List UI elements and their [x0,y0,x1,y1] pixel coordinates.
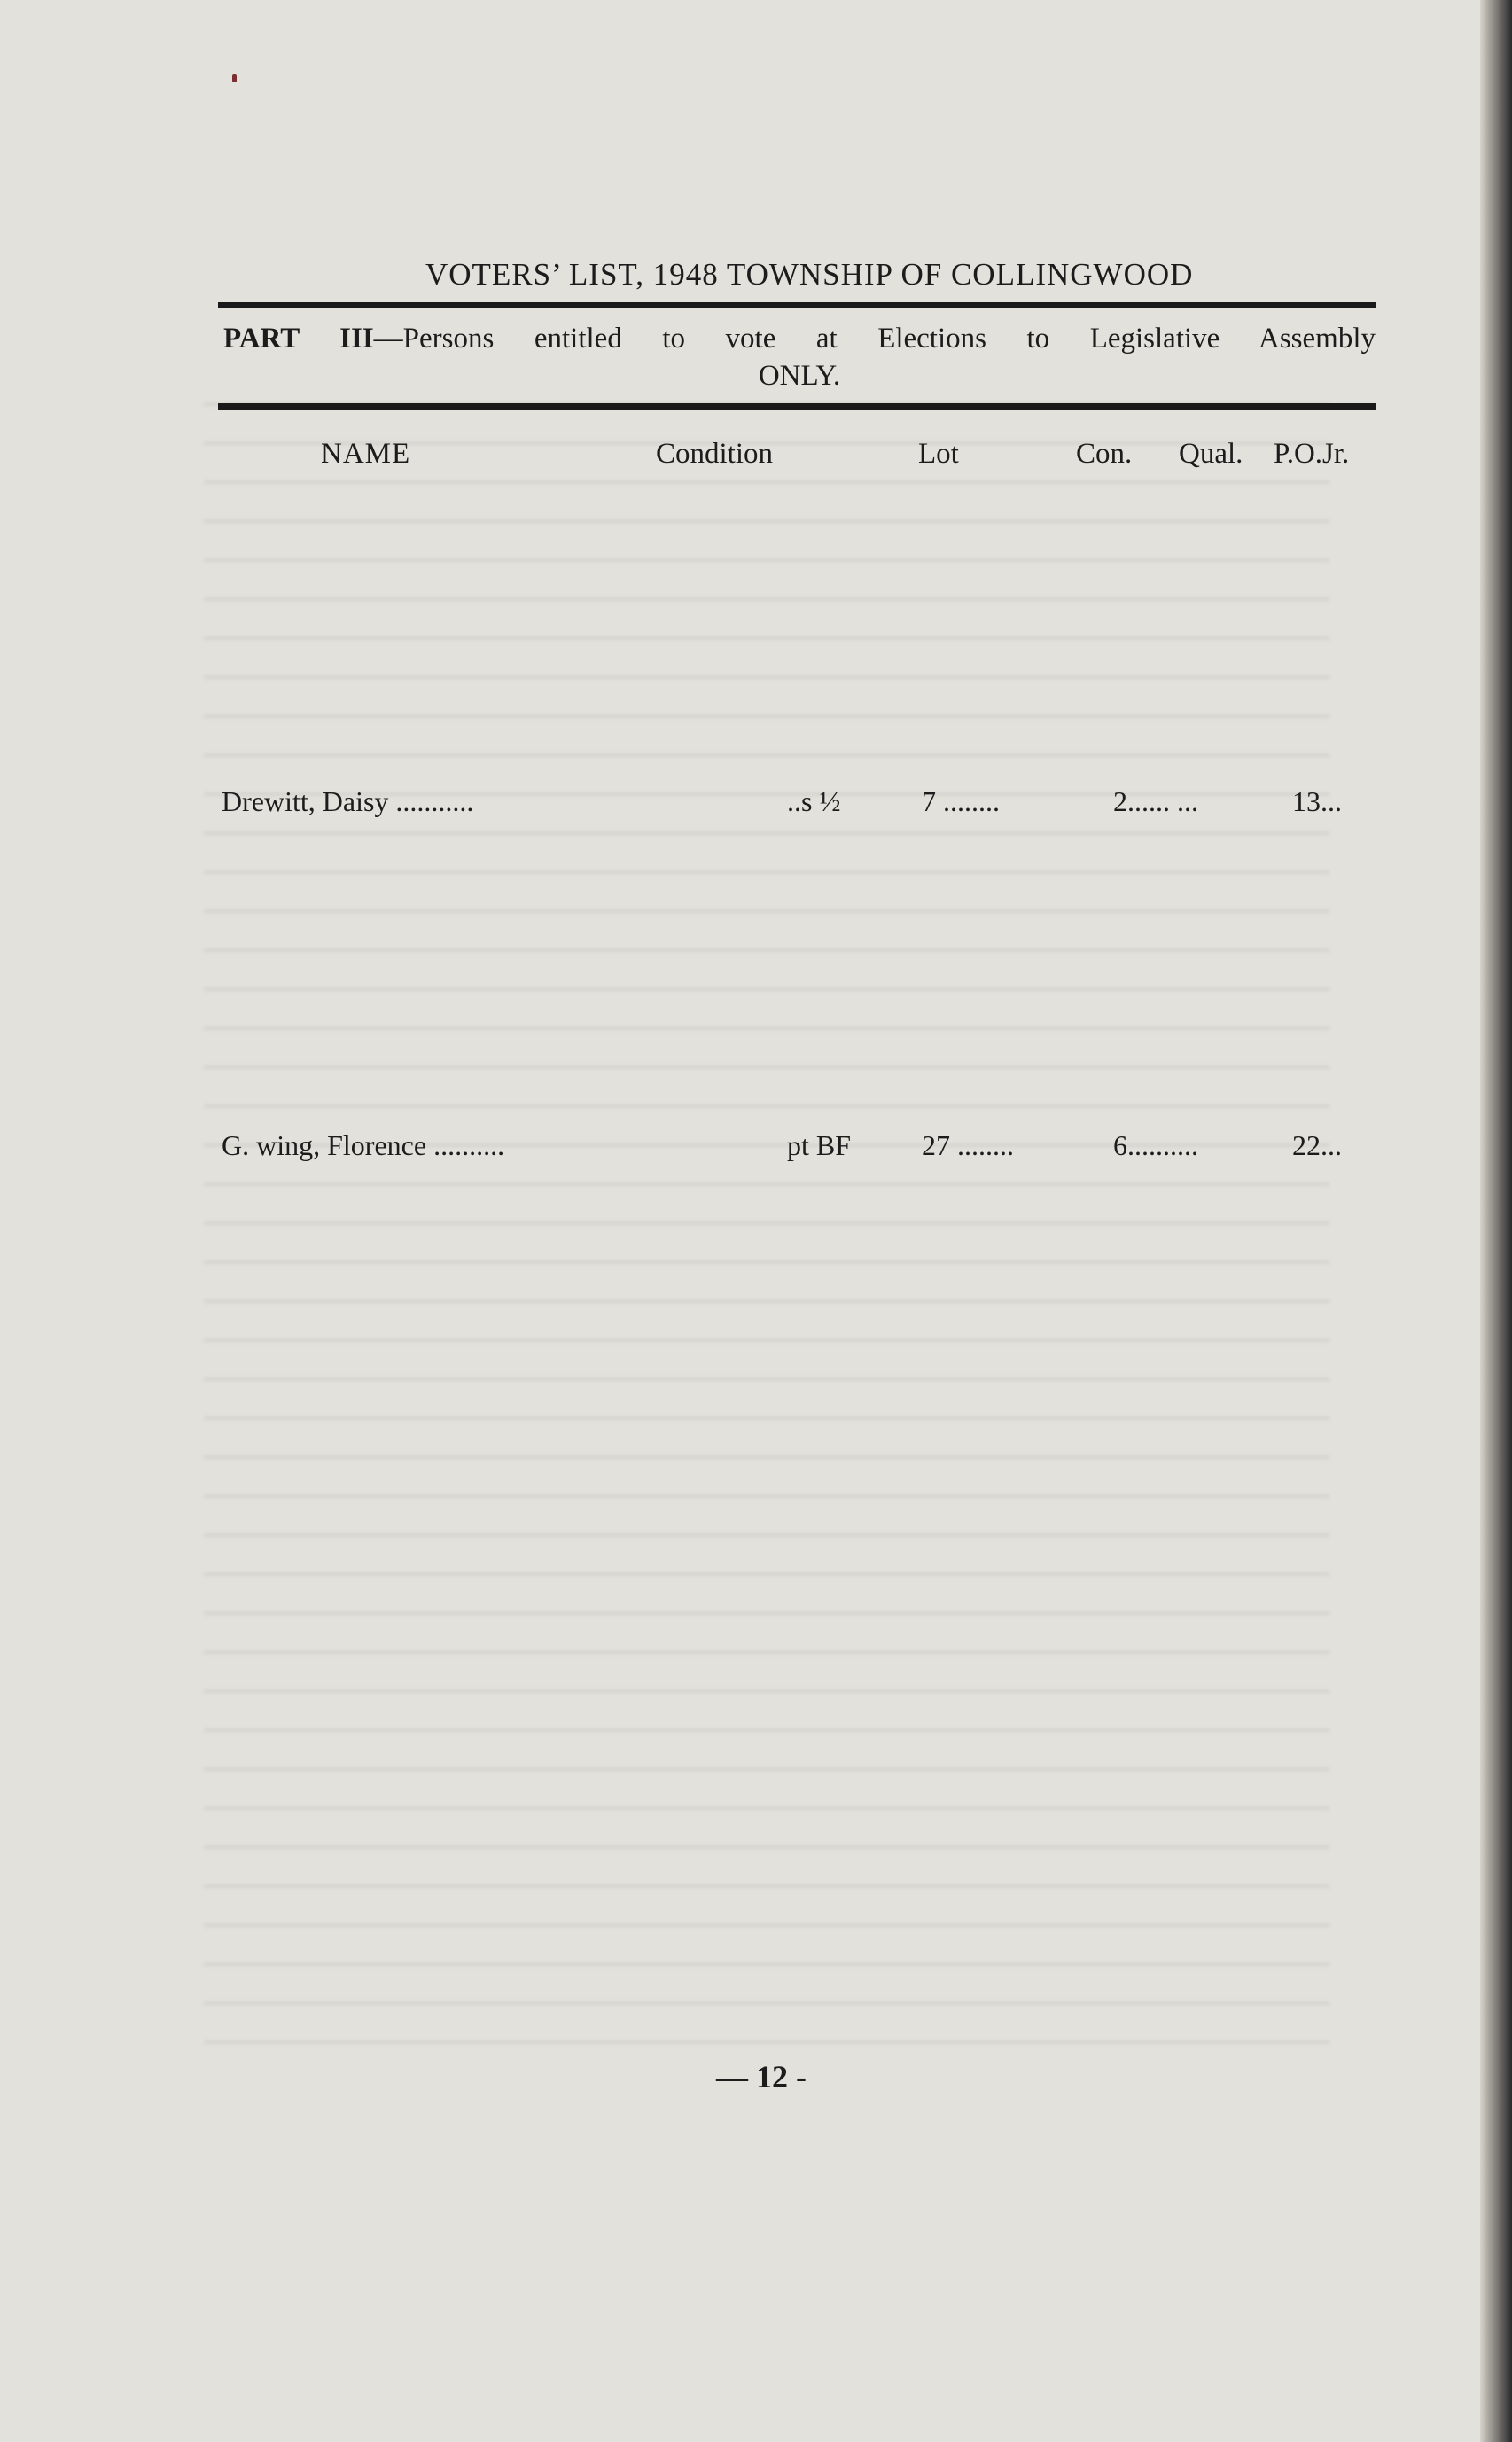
column-header-condition: Condition [656,438,774,470]
voter-con: 6.......... [1113,1129,1198,1161]
part-heading [223,323,1376,355]
column-header-po-jr: P.O.Jr. [1274,438,1350,470]
page-number: — 12 - [716,2059,807,2095]
part-description-continued: ONLY. [758,360,841,392]
column-header-lot: Lot [918,438,959,470]
ink-speck [232,74,237,82]
part-description: —Persons entitled to vote at Elections to Legislative Assembly [373,323,1376,355]
voter-lot: 27 ........ [922,1129,1014,1161]
voter-po-jr: 13... [1292,785,1342,817]
column-header-qual: Qual. [1179,438,1243,470]
voter-condition: ..s ½ [787,785,841,817]
voter-condition: pt BF [787,1129,852,1161]
column-header-name: NAME [321,438,411,470]
list-title: VOTERS’ LIST, 1948 TOWNSHIP OF COLLINGWOOD [425,257,1194,292]
voter-name: Drewitt, Daisy ........... [222,785,474,817]
voter-con: 2...... ... [1113,785,1198,817]
voter-po-jr: 22... [1292,1129,1342,1161]
top-rule [218,302,1376,308]
column-header-con: Con. [1076,438,1133,470]
voter-lot: 7 ........ [922,785,1000,817]
voter-name: G. wing, Florence .......... [222,1129,505,1161]
bottom-rule [218,403,1376,410]
bleed-through-shadow [204,390,1329,2056]
book-spine-shadow [1480,0,1512,2442]
part-label: PART III [223,323,374,355]
